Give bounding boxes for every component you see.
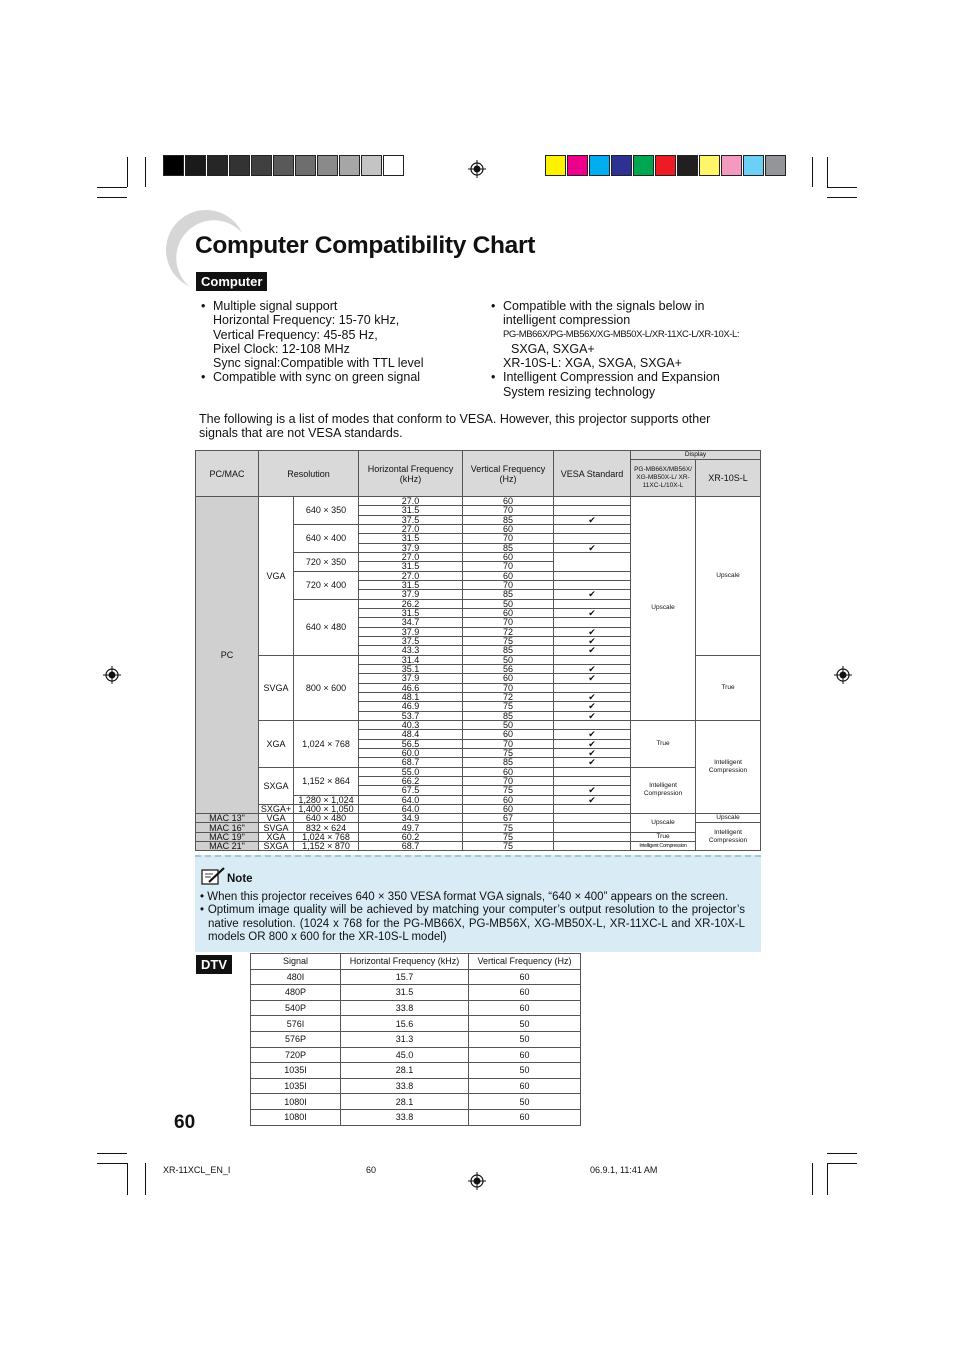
note-text (200, 891, 745, 944)
color-swatch (339, 155, 360, 176)
color-swatch (611, 155, 632, 176)
mac-row (196, 832, 761, 841)
mac-name: MAC 16" (196, 823, 259, 832)
color-swatch (229, 155, 250, 176)
resolution-cell: 720 × 400 (294, 571, 359, 599)
dtv-hfreq: 33.8 (341, 1078, 469, 1094)
footer-page: 60 (366, 1165, 377, 1175)
bullet-item: • Compatible with the signals below in intelligent compression PG-MB66X/PG-MB56X/XG-MB50X-L/XR-11XC-L/XR-10X-L: SXGA, SXGA+ XR-10S-L: XGA, SXGA, SXGA+ (489, 299, 764, 370)
mac-name: MAC 13" (196, 814, 259, 823)
vfreq-cell: 50 (463, 599, 554, 608)
footer-filename: XR-11XCL_EN_I (163, 1165, 231, 1175)
mac-row (196, 814, 761, 823)
hfreq-cell: 37.9 (359, 674, 463, 683)
vfreq-cell: 60 (463, 571, 554, 580)
vesa-cell (554, 767, 631, 776)
hfreq-cell: 34.7 (359, 618, 463, 627)
hfreq-cell: 68.7 (359, 758, 463, 767)
color-calibration-bar (545, 155, 787, 176)
crop-mark (827, 1153, 857, 1154)
dtv-vfreq: 60 (469, 1078, 581, 1094)
vesa-cell: ✔ (554, 786, 631, 795)
hfreq-cell: 31.5 (359, 562, 463, 571)
dtv-vfreq: 50 (469, 1031, 581, 1047)
dtv-hfreq: 28.1 (341, 1063, 469, 1079)
color-swatch (677, 155, 698, 176)
crop-mark (97, 187, 127, 188)
vesa-cell: ✔ (554, 627, 631, 636)
hfreq-cell: 55.0 (359, 767, 463, 776)
dtv-table (250, 953, 581, 1126)
hfreq-cell: 31.5 (359, 580, 463, 589)
page-title: Computer Compatibility Chart (195, 232, 536, 259)
vesa-cell (554, 534, 631, 543)
crop-mark (827, 157, 828, 187)
crop-mark (827, 187, 857, 188)
resolution-cell: 1,152 × 864 (294, 767, 359, 795)
grayscale-calibration-bar (163, 155, 405, 176)
color-swatch (295, 155, 316, 176)
hfreq-cell: 27.0 (359, 552, 463, 561)
dtv-hfreq: 31.3 (341, 1031, 469, 1047)
dtv-vfreq: 60 (469, 1000, 581, 1016)
color-swatch (317, 155, 338, 176)
header-display: Display (631, 451, 761, 460)
mac-resolution: 1,024 × 768 (294, 832, 359, 841)
mac-mode: SVGA (259, 823, 294, 832)
vfreq-cell: 60 (463, 497, 554, 506)
vesa-cell (554, 832, 631, 841)
mac-name: MAC 19" (196, 832, 259, 841)
display-cell-models: Upscale (631, 497, 696, 721)
vfreq-cell: 70 (463, 739, 554, 748)
crop-mark (97, 1163, 127, 1164)
dtv-hfreq: 45.0 (341, 1047, 469, 1063)
hfreq-cell: 67.5 (359, 786, 463, 795)
note-item: • Optimum image quality will be achieved by matching your computer’s output resolution to the projector’s native resolution. (1024 x 768 for the PG-MB66X, PG-MB56X, XG-MB50X-L, XR-11XC-L and XR-10X-L models OR 800 x 600 for the XR-10S-L model) (200, 904, 745, 943)
vesa-cell (554, 618, 631, 627)
vesa-cell (554, 571, 631, 580)
dtv-vfreq: 50 (469, 1094, 581, 1110)
crop-mark (827, 1163, 857, 1164)
dtv-signal: 720P (251, 1047, 341, 1063)
color-swatch (743, 155, 764, 176)
hfreq-cell: 37.9 (359, 543, 463, 552)
hfreq-cell: 37.9 (359, 590, 463, 599)
color-swatch (567, 155, 588, 176)
vfreq-cell: 50 (463, 720, 554, 729)
vfreq-cell: 60 (463, 608, 554, 617)
hfreq-cell: 64.0 (359, 795, 463, 804)
mac-mode: XGA (259, 832, 294, 841)
vesa-cell (554, 776, 631, 785)
color-swatch (163, 155, 184, 176)
hfreq-cell: 31.4 (359, 655, 463, 664)
vfreq-cell: 70 (463, 506, 554, 515)
dtv-header-hfreq: Horizontal Frequency (kHz) (341, 954, 469, 970)
hfreq-cell: 34.9 (359, 814, 463, 823)
registration-mark-icon (834, 666, 852, 684)
dtv-signal: 1080I (251, 1109, 341, 1125)
dtv-signal: 1035I (251, 1063, 341, 1079)
intro-paragraph: The following is a list of modes that conform to VESA. However, this projector supports other signals that are not VESA standards. (199, 412, 711, 441)
vfreq-cell: 85 (463, 590, 554, 599)
vfreq-cell: 60 (463, 767, 554, 776)
dtv-row (251, 1016, 581, 1032)
vesa-cell: ✔ (554, 730, 631, 739)
vesa-cell (554, 823, 631, 832)
vesa-cell: ✔ (554, 543, 631, 552)
hfreq-cell: 37.5 (359, 515, 463, 524)
vfreq-cell: 85 (463, 515, 554, 524)
hfreq-cell: 68.7 (359, 842, 463, 851)
vesa-cell: ✔ (554, 739, 631, 748)
dtv-vfreq: 50 (469, 1063, 581, 1079)
display-cell-xr10s: Intelligent Compression (696, 720, 761, 813)
hfreq-cell: 27.0 (359, 571, 463, 580)
hfreq-cell: 49.7 (359, 823, 463, 832)
dtv-vfreq: 60 (469, 985, 581, 1001)
display-cell-models: Intelligent Compression (631, 842, 696, 851)
crop-mark (827, 1163, 828, 1195)
hfreq-cell: 35.1 (359, 664, 463, 673)
hfreq-cell: 60.0 (359, 748, 463, 757)
resolution-cell: 1,400 × 1,050 (294, 804, 359, 813)
header-models: PG-MB66X/MB56X/ XG-MB50X-L/ XR-11XC-L/10X-L (631, 460, 696, 497)
header-pcmac: PC/MAC (196, 451, 259, 497)
left-bullet-list (199, 299, 489, 385)
header-vfreq: Vertical Frequency (Hz) (463, 451, 554, 497)
vfreq-cell: 50 (463, 655, 554, 664)
hfreq-cell: 48.1 (359, 692, 463, 701)
vesa-cell: ✔ (554, 646, 631, 655)
mac-mode: VGA (259, 814, 294, 823)
vesa-cell: ✔ (554, 636, 631, 645)
dtv-row (251, 969, 581, 985)
vesa-cell (554, 506, 631, 515)
vfreq-cell: 85 (463, 758, 554, 767)
color-swatch (589, 155, 610, 176)
vesa-cell (554, 497, 631, 506)
color-swatch (383, 155, 404, 176)
dtv-row (251, 985, 581, 1001)
display-cell-models: Upscale (631, 814, 696, 833)
vesa-cell (554, 720, 631, 729)
vfreq-cell: 85 (463, 543, 554, 552)
color-swatch (633, 155, 654, 176)
dtv-hfreq: 31.5 (341, 985, 469, 1001)
mac-resolution: 1,152 × 870 (294, 842, 359, 851)
mode-cell: SXGA+ (259, 804, 294, 813)
vfreq-cell: 70 (463, 776, 554, 785)
vfreq-cell: 60 (463, 674, 554, 683)
vesa-cell: ✔ (554, 748, 631, 757)
crop-mark (127, 157, 128, 187)
dtv-row (251, 1078, 581, 1094)
vesa-cell: ✔ (554, 590, 631, 599)
vfreq-cell: 75 (463, 702, 554, 711)
crop-mark (827, 197, 857, 198)
mac-mode: SXGA (259, 842, 294, 851)
color-swatch (185, 155, 206, 176)
vesa-cell (554, 524, 631, 533)
vesa-cell: ✔ (554, 515, 631, 524)
hfreq-cell: 56.5 (359, 739, 463, 748)
hfreq-cell: 27.0 (359, 524, 463, 533)
mode-cell: SVGA (259, 655, 294, 720)
vesa-cell (554, 599, 631, 608)
display-cell-xr10s: Upscale (696, 814, 761, 823)
vesa-cell: ✔ (554, 674, 631, 683)
display-cell-models: Intelligent Compression (631, 767, 696, 814)
hfreq-cell: 48.4 (359, 730, 463, 739)
vesa-cell (554, 814, 631, 823)
resolution-cell: 640 × 400 (294, 524, 359, 552)
right-bullet-list (489, 299, 764, 399)
vfreq-cell: 72 (463, 692, 554, 701)
group-pc: PC (196, 497, 259, 814)
resolution-cell: 640 × 350 (294, 497, 359, 525)
hfreq-cell: 31.5 (359, 534, 463, 543)
dtv-signal: 480I (251, 969, 341, 985)
hfreq-cell: 43.3 (359, 646, 463, 655)
vesa-cell (554, 804, 631, 813)
dtv-row (251, 1047, 581, 1063)
registration-mark-icon (103, 666, 121, 684)
mode-cell: SXGA (259, 767, 294, 804)
display-cell-xr10s: Upscale (696, 497, 761, 656)
vfreq-cell: 60 (463, 795, 554, 804)
dtv-header-vfreq: Vertical Frequency (Hz) (469, 954, 581, 970)
resolution-cell: 1,024 × 768 (294, 720, 359, 767)
header-hfreq: Horizontal Frequency (kHz) (359, 451, 463, 497)
color-swatch (273, 155, 294, 176)
display-cell-xr10s: Intelligent Compression (696, 823, 761, 851)
crop-mark (145, 157, 146, 187)
vfreq-cell: 60 (463, 804, 554, 813)
display-cell-xr10s: True (696, 655, 761, 720)
color-swatch (721, 155, 742, 176)
dtv-hfreq: 15.7 (341, 969, 469, 985)
vfreq-cell: 75 (463, 636, 554, 645)
mac-name: MAC 21" (196, 842, 259, 851)
vesa-cell: ✔ (554, 692, 631, 701)
hfreq-cell: 40.3 (359, 720, 463, 729)
vesa-cell: ✔ (554, 711, 631, 720)
mode-cell: VGA (259, 497, 294, 656)
resolution-cell: 800 × 600 (294, 655, 359, 720)
bullet-item: • Multiple signal support Horizontal Frequency: 15-70 kHz, Vertical Frequency: 45-85 Hz, Pixel Clock: 12-108 MHz Sync signal:Compatible with TTL level (199, 299, 489, 370)
dtv-signal: 1035I (251, 1078, 341, 1094)
vesa-cell (554, 552, 631, 571)
vesa-cell: ✔ (554, 758, 631, 767)
vfreq-cell: 67 (463, 814, 554, 823)
page-number: 60 (174, 1112, 196, 1133)
resolution-cell: 720 × 350 (294, 552, 359, 571)
dtv-signal: 1080I (251, 1094, 341, 1110)
mode-cell: XGA (259, 720, 294, 767)
hfreq-cell: 66.2 (359, 776, 463, 785)
section-tag-dtv: DTV (196, 955, 232, 974)
resolution-cell: 640 × 480 (294, 599, 359, 655)
color-swatch (699, 155, 720, 176)
hfreq-cell: 64.0 (359, 804, 463, 813)
vesa-cell: ✔ (554, 702, 631, 711)
resolution-cell: 1,280 × 1,024 (294, 795, 359, 804)
color-swatch (545, 155, 566, 176)
mac-resolution: 640 × 480 (294, 814, 359, 823)
vfreq-cell: 60 (463, 524, 554, 533)
color-swatch (765, 155, 786, 176)
note-pencil-icon (200, 866, 226, 888)
dtv-signal: 480P (251, 985, 341, 1001)
header-xr10s: XR-10S-L (696, 460, 761, 497)
color-swatch (251, 155, 272, 176)
display-cell-models: True (631, 832, 696, 841)
dtv-row (251, 1109, 581, 1125)
hfreq-cell: 26.2 (359, 599, 463, 608)
vesa-cell: ✔ (554, 608, 631, 617)
vfreq-cell: 70 (463, 562, 554, 571)
vfreq-cell: 75 (463, 748, 554, 757)
hfreq-cell: 46.9 (359, 702, 463, 711)
section-tag-computer: Computer (196, 272, 267, 291)
crop-mark (127, 1163, 128, 1195)
dtv-row (251, 1094, 581, 1110)
dtv-header-signal: Signal (251, 954, 341, 970)
dtv-signal: 576P (251, 1031, 341, 1047)
crop-mark (97, 197, 127, 198)
hfreq-cell: 31.5 (359, 506, 463, 515)
table-row (196, 720, 761, 729)
dtv-row (251, 1000, 581, 1016)
mac-row (196, 842, 761, 851)
vfreq-cell: 85 (463, 711, 554, 720)
table-row (196, 767, 761, 776)
vesa-cell (554, 842, 631, 851)
dtv-hfreq: 15.6 (341, 1016, 469, 1032)
vesa-cell: ✔ (554, 795, 631, 804)
vfreq-cell: 70 (463, 534, 554, 543)
vfreq-cell: 56 (463, 664, 554, 673)
dtv-vfreq: 60 (469, 969, 581, 985)
dtv-hfreq: 28.1 (341, 1094, 469, 1110)
vfreq-cell: 85 (463, 646, 554, 655)
vesa-cell (554, 580, 631, 589)
dtv-row (251, 1031, 581, 1047)
vesa-cell (554, 683, 631, 692)
note-item: • When this projector receives 640 × 350 VESA format VGA signals, “640 × 400” appears on the screen. (200, 891, 729, 903)
hfreq-cell: 27.0 (359, 497, 463, 506)
vfreq-cell: 75 (463, 786, 554, 795)
vfreq-cell: 70 (463, 683, 554, 692)
vfreq-cell: 60 (463, 730, 554, 739)
vesa-cell (554, 655, 631, 664)
hfreq-cell: 60.2 (359, 832, 463, 841)
hfreq-cell: 37.5 (359, 636, 463, 645)
table-row (196, 497, 761, 506)
vfreq-cell: 70 (463, 618, 554, 627)
vfreq-cell: 75 (463, 842, 554, 851)
hfreq-cell: 37.9 (359, 627, 463, 636)
dtv-vfreq: 50 (469, 1016, 581, 1032)
crop-mark (812, 157, 813, 187)
header-resolution: Resolution (259, 451, 359, 497)
dtv-row (251, 1063, 581, 1079)
color-swatch (207, 155, 228, 176)
bullet-item: • Compatible with sync on green signal (199, 370, 489, 384)
vfreq-cell: 60 (463, 552, 554, 561)
crop-mark (97, 1153, 127, 1154)
bullet-item: • Intelligent Compression and Expansion System resizing technology (489, 370, 764, 399)
crop-mark (145, 1163, 146, 1195)
hfreq-cell: 53.7 (359, 711, 463, 720)
dtv-hfreq: 33.8 (341, 1000, 469, 1016)
color-swatch (361, 155, 382, 176)
compatibility-table (195, 450, 761, 851)
registration-mark-icon (468, 1172, 486, 1190)
dtv-vfreq: 60 (469, 1047, 581, 1063)
dtv-signal: 540P (251, 1000, 341, 1016)
footer-timestamp: 06.9.1, 11:41 AM (590, 1165, 658, 1175)
dtv-vfreq: 60 (469, 1109, 581, 1125)
hfreq-cell: 46.6 (359, 683, 463, 692)
display-cell-models: True (631, 720, 696, 767)
registration-mark-icon (468, 160, 486, 178)
vesa-cell: ✔ (554, 664, 631, 673)
note-heading: Note (227, 873, 253, 885)
mac-resolution: 832 × 624 (294, 823, 359, 832)
hfreq-cell: 31.5 (359, 608, 463, 617)
crop-mark (812, 1163, 813, 1195)
vfreq-cell: 70 (463, 580, 554, 589)
header-vesa: VESA Standard (554, 451, 631, 497)
dtv-signal: 576I (251, 1016, 341, 1032)
vfreq-cell: 75 (463, 823, 554, 832)
dtv-hfreq: 33.8 (341, 1109, 469, 1125)
vfreq-cell: 75 (463, 832, 554, 841)
color-swatch (655, 155, 676, 176)
vfreq-cell: 72 (463, 627, 554, 636)
